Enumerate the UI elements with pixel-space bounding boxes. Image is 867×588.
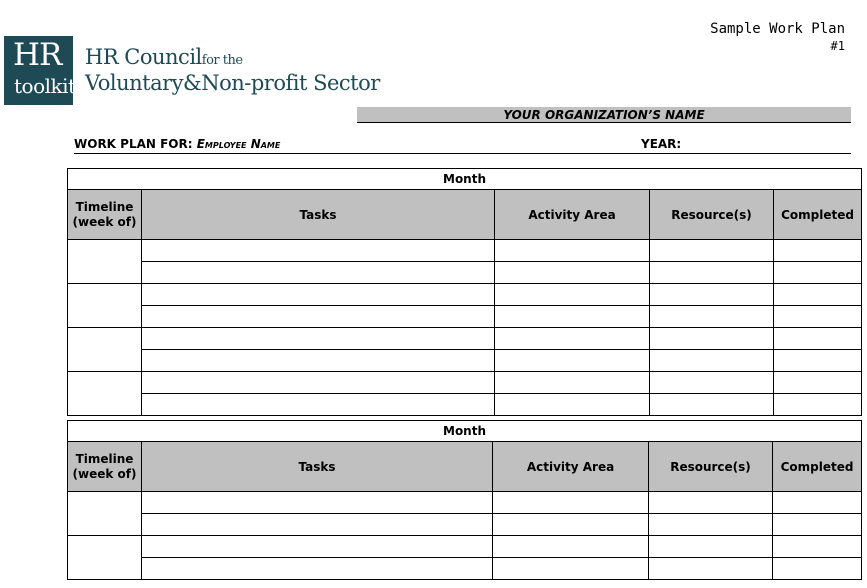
- timeline-cell[interactable]: [68, 492, 142, 536]
- activity-cell[interactable]: [493, 492, 649, 514]
- completed-cell[interactable]: [774, 262, 862, 284]
- resource-cell[interactable]: [650, 262, 774, 284]
- logo-for-the-text: for the: [201, 53, 243, 68]
- activity-cell[interactable]: [495, 350, 650, 372]
- col-completed: Completed: [773, 442, 862, 492]
- logo-toolkit-text: toolkit: [14, 74, 76, 98]
- organization-name-field[interactable]: YOUR ORGANIZATION’S NAME: [357, 107, 851, 123]
- resource-cell[interactable]: [649, 492, 773, 514]
- task-cell[interactable]: [142, 262, 495, 284]
- month-label: Month: [68, 421, 862, 442]
- month-label: Month: [68, 169, 862, 190]
- logo-amp-text: &: [183, 71, 202, 95]
- col-tasks: Tasks: [142, 442, 493, 492]
- document-title: Sample Work Plan: [710, 21, 845, 37]
- resource-cell[interactable]: [649, 536, 773, 558]
- timeline-cell[interactable]: [68, 328, 142, 372]
- col-activity-area: Activity Area: [493, 442, 649, 492]
- timeline-cell[interactable]: [68, 284, 142, 328]
- task-cell[interactable]: [142, 558, 493, 580]
- employee-name-field[interactable]: Employee Name: [196, 137, 281, 151]
- logo-sector-text: Non-profit Sector: [201, 71, 380, 95]
- logo-hr-text: HR: [13, 37, 62, 73]
- activity-cell[interactable]: [495, 262, 650, 284]
- activity-cell[interactable]: [495, 306, 650, 328]
- document-title-block: [710, 20, 845, 54]
- work-plan-table-2: [67, 420, 862, 580]
- col-completed: Completed: [774, 190, 862, 240]
- activity-cell[interactable]: [493, 558, 649, 580]
- work-plan-line: [74, 134, 851, 154]
- completed-cell[interactable]: [774, 284, 862, 306]
- completed-cell[interactable]: [774, 306, 862, 328]
- activity-cell[interactable]: [495, 328, 650, 350]
- completed-cell[interactable]: [773, 514, 862, 536]
- completed-cell[interactable]: [773, 558, 862, 580]
- activity-cell[interactable]: [493, 514, 649, 536]
- completed-cell[interactable]: [774, 372, 862, 394]
- timeline-cell[interactable]: [68, 240, 142, 284]
- completed-cell[interactable]: [774, 328, 862, 350]
- completed-cell[interactable]: [774, 394, 862, 416]
- resource-cell[interactable]: [650, 394, 774, 416]
- col-resources: Resource(s): [649, 442, 773, 492]
- task-cell[interactable]: [142, 328, 495, 350]
- resource-cell[interactable]: [650, 328, 774, 350]
- resource-cell[interactable]: [650, 306, 774, 328]
- hr-toolkit-logo: [4, 36, 76, 105]
- task-cell[interactable]: [142, 240, 495, 262]
- task-cell[interactable]: [142, 372, 495, 394]
- work-plan-for-label: WORK PLAN FOR: Employee Name: [74, 137, 281, 151]
- logo-voluntary-text: Voluntary: [85, 71, 184, 95]
- activity-cell[interactable]: [495, 372, 650, 394]
- completed-cell[interactable]: [773, 536, 862, 558]
- task-cell[interactable]: [142, 514, 493, 536]
- timeline-cell[interactable]: [68, 372, 142, 416]
- resource-cell[interactable]: [650, 372, 774, 394]
- activity-cell[interactable]: [495, 240, 650, 262]
- task-cell[interactable]: [142, 284, 495, 306]
- year-label: YEAR:: [641, 137, 682, 151]
- logo-council-text: HR Council: [85, 45, 202, 69]
- col-timeline: Timeline (week of): [68, 442, 142, 492]
- task-cell[interactable]: [142, 350, 495, 372]
- task-cell[interactable]: [142, 394, 495, 416]
- activity-cell[interactable]: [495, 284, 650, 306]
- task-cell[interactable]: [142, 306, 495, 328]
- col-activity-area: Activity Area: [495, 190, 650, 240]
- completed-cell[interactable]: [774, 240, 862, 262]
- resource-cell[interactable]: [649, 558, 773, 580]
- resource-cell[interactable]: [649, 514, 773, 536]
- task-cell[interactable]: [142, 492, 493, 514]
- resource-cell[interactable]: [650, 240, 774, 262]
- col-resources: Resource(s): [650, 190, 774, 240]
- page-number: #1: [830, 39, 845, 53]
- resource-cell[interactable]: [650, 284, 774, 306]
- work-plan-table-1: [67, 168, 862, 416]
- timeline-cell[interactable]: [68, 536, 142, 580]
- task-cell[interactable]: [142, 536, 493, 558]
- activity-cell[interactable]: [495, 394, 650, 416]
- activity-cell[interactable]: [493, 536, 649, 558]
- resource-cell[interactable]: [650, 350, 774, 372]
- completed-cell[interactable]: [773, 492, 862, 514]
- hr-council-logo: [85, 46, 380, 94]
- col-tasks: Tasks: [142, 190, 495, 240]
- col-timeline: Timeline (week of): [68, 190, 142, 240]
- completed-cell[interactable]: [774, 350, 862, 372]
